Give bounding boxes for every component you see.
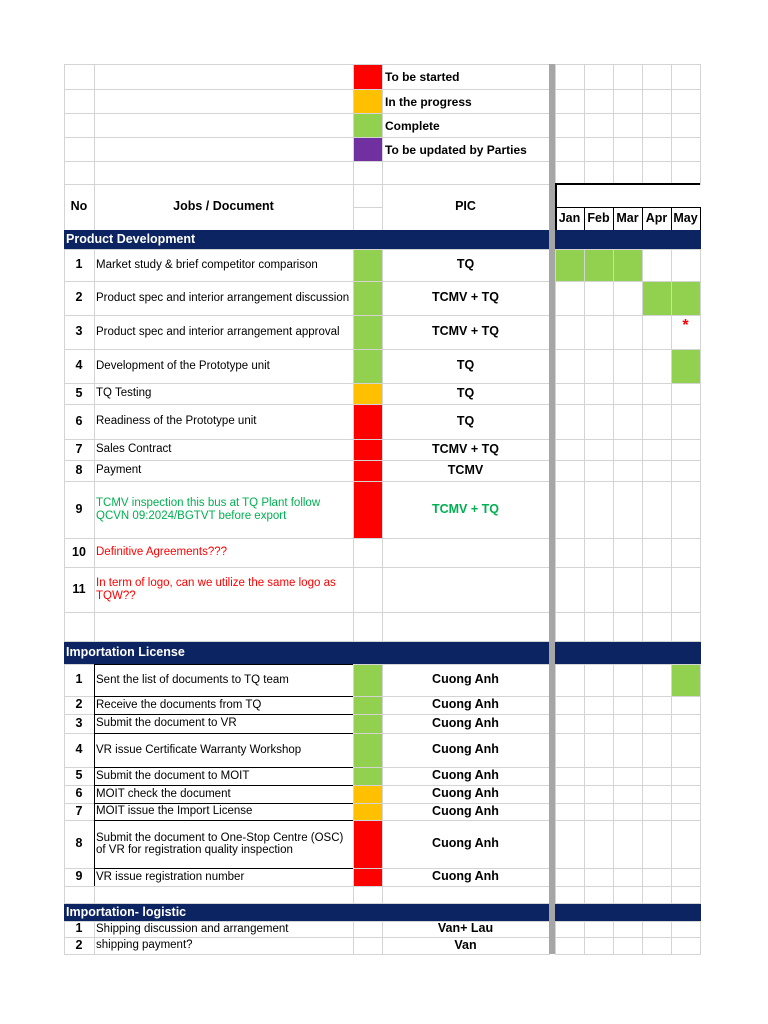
section-header-cell <box>613 641 643 665</box>
grid-cell <box>584 785 614 804</box>
grid-cell <box>555 820 585 869</box>
row-number: 2 <box>75 697 83 712</box>
pic-name: Cuong Anh <box>432 715 499 730</box>
grid-cell <box>671 868 701 887</box>
row-number: 7 <box>75 803 83 818</box>
grid-cell <box>382 612 550 642</box>
row-number: 11 <box>72 581 86 596</box>
pic-name: TQ <box>456 358 475 373</box>
section-header-cell <box>584 230 614 250</box>
grid-cell <box>642 439 672 461</box>
grid-cell <box>671 733 701 768</box>
row-number: 2 <box>75 290 83 305</box>
grid-cell <box>584 696 614 715</box>
grid-cell <box>671 820 701 869</box>
status-swatch-in-progress <box>353 383 383 405</box>
grid-cell <box>671 921 701 938</box>
grid-cell <box>613 820 643 869</box>
row-number: 6 <box>75 413 83 428</box>
status-swatch-complete <box>353 733 383 768</box>
job-description: Submit the document to One-Stop Centre (OSC) of VR for registration quality inspection <box>96 831 344 856</box>
grid-cell <box>613 404 643 440</box>
section-header-cell <box>584 641 614 665</box>
pic-name: TCMV + TQ <box>431 441 500 456</box>
grid-cell <box>642 612 672 642</box>
status-swatch-complete <box>353 767 383 786</box>
month-header-jan: Jan <box>558 210 581 225</box>
pic-name: Cuong Anh <box>432 803 499 818</box>
grid-cell <box>642 249 672 282</box>
column-header-job: Jobs / Document <box>173 199 274 214</box>
grid-cell <box>584 803 614 821</box>
month-header-may: May <box>673 210 698 225</box>
grid-cell <box>671 886 701 904</box>
grid-cell <box>382 161 550 185</box>
section-header: Importation- logistic <box>64 903 555 921</box>
grid-cell <box>642 161 672 185</box>
grid-cell <box>584 714 614 734</box>
grid-cell <box>613 137 643 162</box>
grid-cell <box>642 383 672 405</box>
grid-cell <box>671 785 701 804</box>
grid-cell <box>555 937 585 955</box>
legend-label: In the progress <box>385 94 472 109</box>
grid-cell <box>555 733 585 768</box>
grid-cell <box>642 767 672 786</box>
grid-cell <box>555 481 585 539</box>
grid-cell <box>642 137 672 162</box>
pic-name: TCMV + TQ <box>431 501 500 516</box>
grid-cell <box>671 64 701 90</box>
job-description: Shipping discussion and arrangement <box>96 922 289 935</box>
grid-cell <box>613 612 643 642</box>
month-header-feb: Feb <box>587 210 610 225</box>
grid-cell <box>584 89 614 114</box>
grid-cell <box>555 89 585 114</box>
legend-label: To be updated by Parties <box>385 142 527 157</box>
grid-cell <box>94 612 354 642</box>
row-number: 4 <box>75 358 83 373</box>
job-description: Sent the list of documents to TQ team <box>96 673 289 686</box>
grid-cell <box>671 767 701 786</box>
grid-cell <box>642 820 672 869</box>
grid-cell <box>584 404 614 440</box>
grid-cell <box>642 567 672 613</box>
grid-cell <box>353 538 383 568</box>
grid-cell <box>353 886 383 904</box>
section-header-cell <box>671 230 701 250</box>
section-header-cell <box>671 903 701 922</box>
grid-cell <box>642 538 672 568</box>
grid-cell <box>671 696 701 715</box>
grid-cell <box>555 349 585 384</box>
row-number: 1 <box>75 672 83 687</box>
grid-cell <box>555 460 585 482</box>
job-description: Payment <box>96 464 142 477</box>
status-swatch-complete <box>353 696 383 715</box>
grid-cell <box>64 113 95 138</box>
grid-cell <box>671 137 701 162</box>
legend-swatch <box>353 113 383 138</box>
column-header-no: No <box>70 199 88 214</box>
asterisk-marker: * <box>682 316 689 334</box>
grid-cell <box>613 538 643 568</box>
grid-cell <box>613 383 643 405</box>
gantt-bar <box>584 249 614 282</box>
grid-cell <box>671 481 701 539</box>
grid-cell <box>613 567 643 613</box>
section-header-cell <box>613 903 643 922</box>
grid-cell <box>671 383 701 405</box>
grid-cell <box>555 696 585 715</box>
grid-cell <box>555 612 585 642</box>
grid-cell <box>671 714 701 734</box>
section-header: Importation License <box>64 641 555 664</box>
job-description: Sales Contract <box>96 443 172 456</box>
grid-cell <box>613 868 643 887</box>
status-swatch-in-progress <box>353 785 383 804</box>
grid-cell <box>555 921 585 938</box>
job-description: Product spec and interior arrangement discussion <box>96 291 350 304</box>
gantt-bar <box>671 281 701 316</box>
grid-cell <box>555 404 585 440</box>
status-swatch-to-be-started <box>353 481 383 539</box>
pic-name: Cuong Anh <box>432 742 499 757</box>
status-swatch-complete <box>353 281 383 316</box>
grid-cell <box>382 538 550 568</box>
section-header-cell <box>642 903 672 922</box>
grid-cell <box>642 64 672 90</box>
section-header-cell <box>642 641 672 665</box>
grid-cell <box>555 281 585 316</box>
month-header-apr: Apr <box>645 210 668 225</box>
grid-cell <box>671 612 701 642</box>
grid-cell <box>642 921 672 938</box>
month-header-mar: Mar <box>616 210 639 225</box>
grid-cell <box>613 921 643 938</box>
grid-cell <box>555 664 585 697</box>
grid-cell <box>642 404 672 440</box>
grid-cell <box>613 696 643 715</box>
header-cell <box>353 207 383 231</box>
job-description: VR issue registration number <box>96 870 245 883</box>
grid-cell <box>94 89 354 114</box>
grid-cell <box>584 868 614 887</box>
grid-cell <box>64 89 95 114</box>
grid-cell <box>613 664 643 697</box>
row-number: 4 <box>75 742 83 757</box>
pic-name: Cuong Anh <box>432 869 499 884</box>
gantt-bar <box>555 249 585 282</box>
row-number: 2 <box>75 937 83 952</box>
job-description: In term of logo, can we utilize the same logo as TQW?? <box>96 577 336 602</box>
pic-name: Van <box>454 937 477 952</box>
grid-cell <box>642 113 672 138</box>
grid-cell <box>642 868 672 887</box>
job-description: TCMV inspection this bus at TQ Plant follow QCVN 09:2024/BGTVT before export <box>96 497 321 522</box>
section-header-cell <box>555 903 585 922</box>
job-description: MOIT check the document <box>96 787 231 800</box>
grid-cell <box>555 315 585 350</box>
pic-name: Van+ Lau <box>437 921 494 936</box>
row-number: 3 <box>75 324 83 339</box>
grid-cell <box>613 785 643 804</box>
status-swatch-to-be-started <box>353 868 383 887</box>
row-number: 5 <box>75 768 83 783</box>
pic-name: TQ <box>456 385 475 400</box>
grid-cell <box>671 937 701 955</box>
pic-name: Cuong Anh <box>432 672 499 687</box>
grid-cell <box>555 538 585 568</box>
job-description: MOIT issue the Import License <box>96 805 253 818</box>
job-description: Receive the documents from TQ <box>96 698 262 711</box>
legend-swatch <box>353 137 383 162</box>
grid-cell <box>613 89 643 114</box>
grid-cell <box>613 161 643 185</box>
grid-cell <box>613 714 643 734</box>
grid-cell <box>613 767 643 786</box>
grid-cell <box>584 481 614 539</box>
grid-cell <box>671 249 701 282</box>
legend-label: To be started <box>385 70 460 85</box>
gantt-bar <box>642 281 672 316</box>
grid-cell <box>671 161 701 185</box>
status-swatch-in-progress <box>353 803 383 821</box>
status-swatch-to-be-started <box>353 404 383 440</box>
grid-cell <box>555 161 585 185</box>
pic-name: TCMV + TQ <box>431 290 500 305</box>
grid-cell <box>613 886 643 904</box>
grid-cell <box>555 567 585 613</box>
pic-name: Cuong Anh <box>432 697 499 712</box>
status-swatch-to-be-started <box>353 460 383 482</box>
grid-cell <box>584 664 614 697</box>
grid-cell <box>555 868 585 887</box>
legend-swatch <box>353 89 383 114</box>
job-description: TQ Testing <box>96 387 152 400</box>
grid-cell <box>64 161 95 185</box>
grid-cell <box>642 696 672 715</box>
grid-cell <box>613 803 643 821</box>
grid-cell <box>353 921 383 938</box>
separator-column <box>549 64 555 954</box>
job-description: shipping payment? <box>96 939 193 952</box>
grid-cell <box>64 612 95 642</box>
grid-cell <box>613 315 643 350</box>
status-swatch-complete <box>353 315 383 350</box>
job-description: Submit the document to VR <box>96 717 237 730</box>
grid-cell <box>555 803 585 821</box>
section-header-cell <box>642 230 672 250</box>
grid-cell <box>584 113 614 138</box>
grid-cell <box>613 113 643 138</box>
grid-cell <box>353 612 383 642</box>
section-header-cell <box>671 641 701 665</box>
pic-name: TCMV <box>447 462 484 477</box>
section-header-cell <box>555 641 585 665</box>
status-swatch-complete <box>353 249 383 282</box>
grid-cell <box>642 460 672 482</box>
status-swatch-complete <box>353 664 383 697</box>
grid-cell <box>613 733 643 768</box>
grid-cell <box>671 404 701 440</box>
grid-cell <box>382 567 550 613</box>
legend-swatch <box>353 64 383 90</box>
grid-cell <box>584 64 614 90</box>
grid-cell <box>642 803 672 821</box>
grid-cell <box>642 886 672 904</box>
grid-cell <box>584 937 614 955</box>
grid-cell <box>353 937 383 955</box>
grid-cell <box>642 664 672 697</box>
grid-cell <box>94 161 354 185</box>
gantt-top-border <box>555 183 700 185</box>
grid-cell <box>584 921 614 938</box>
grid-cell <box>353 567 383 613</box>
grid-cell <box>584 349 614 384</box>
grid-cell <box>94 113 354 138</box>
grid-cell <box>555 64 585 90</box>
grid-cell <box>613 281 643 316</box>
pic-name: TQ <box>456 413 475 428</box>
grid-cell <box>584 733 614 768</box>
grid-cell <box>642 785 672 804</box>
row-number: 10 <box>72 544 86 559</box>
grid-cell <box>584 315 614 350</box>
row-number: 8 <box>75 462 83 477</box>
pic-name: Cuong Anh <box>432 836 499 851</box>
row-number: 1 <box>75 257 83 272</box>
grid-cell <box>555 886 585 904</box>
grid-cell <box>613 64 643 90</box>
job-description: Product spec and interior arrangement approval <box>96 325 340 338</box>
grid-cell <box>671 538 701 568</box>
grid-cell <box>642 349 672 384</box>
grid-cell <box>671 460 701 482</box>
grid-cell <box>642 89 672 114</box>
grid-cell <box>584 820 614 869</box>
grid-cell <box>584 383 614 405</box>
pic-name: Cuong Anh <box>432 786 499 801</box>
grid-cell <box>584 161 614 185</box>
section-header: Product Development <box>64 230 555 249</box>
status-swatch-to-be-started <box>353 439 383 461</box>
gantt-bar <box>613 249 643 282</box>
grid-cell <box>64 886 95 904</box>
grid-cell <box>584 567 614 613</box>
grid-cell <box>94 64 354 90</box>
grid-cell <box>584 281 614 316</box>
grid-cell <box>94 886 354 904</box>
pic-name: Cuong Anh <box>432 768 499 783</box>
grid-cell <box>671 89 701 114</box>
section-header-cell <box>613 230 643 250</box>
grid-cell <box>555 439 585 461</box>
row-number: 1 <box>75 921 83 936</box>
grid-cell <box>584 886 614 904</box>
section-header-cell <box>584 903 614 922</box>
grid-cell <box>584 137 614 162</box>
row-number: 7 <box>75 441 83 456</box>
row-number: 6 <box>75 786 83 801</box>
job-description: Readiness of the Prototype unit <box>96 415 257 428</box>
grid-cell <box>555 785 585 804</box>
row-number: 3 <box>75 715 83 730</box>
grid-cell <box>584 460 614 482</box>
status-swatch-complete <box>353 349 383 384</box>
grid-cell <box>642 733 672 768</box>
grid-cell <box>613 937 643 955</box>
grid-cell <box>64 64 95 90</box>
job-description: Definitive Agreements??? <box>96 546 228 559</box>
column-header-pic: PIC <box>455 199 476 214</box>
row-number: 9 <box>75 869 83 884</box>
grid-cell <box>555 714 585 734</box>
grid-cell <box>642 937 672 955</box>
gantt-bar <box>671 349 701 384</box>
grid-cell <box>555 137 585 162</box>
row-number: 9 <box>75 501 83 516</box>
grid-cell <box>671 113 701 138</box>
grid-cell <box>555 113 585 138</box>
header-cell <box>353 184 383 208</box>
grid-cell <box>613 460 643 482</box>
job-description: VR issue Certificate Warranty Workshop <box>96 743 302 756</box>
pic-name: TQ <box>456 257 475 272</box>
status-swatch-complete <box>353 714 383 734</box>
job-description: Development of the Prototype unit <box>96 359 270 372</box>
grid-cell <box>613 349 643 384</box>
grid-cell <box>584 767 614 786</box>
grid-cell <box>584 612 614 642</box>
gantt-bar <box>671 664 701 697</box>
job-description: Market study & brief competitor comparison <box>96 258 318 271</box>
row-number: 8 <box>75 836 83 851</box>
grid-cell <box>382 886 550 904</box>
grid-cell <box>584 439 614 461</box>
grid-cell <box>642 315 672 350</box>
grid-cell <box>671 567 701 613</box>
grid-cell <box>671 803 701 821</box>
section-header-cell <box>555 230 585 250</box>
grid-cell <box>64 137 95 162</box>
grid-cell <box>642 714 672 734</box>
grid-cell <box>642 481 672 539</box>
legend-label: Complete <box>385 118 440 133</box>
grid-cell <box>555 383 585 405</box>
grid-cell <box>584 538 614 568</box>
grid-cell <box>353 161 383 185</box>
grid-cell <box>613 481 643 539</box>
pic-name: TCMV + TQ <box>431 324 500 339</box>
grid-cell <box>671 439 701 461</box>
row-number: 5 <box>75 385 83 400</box>
grid-cell <box>94 137 354 162</box>
job-description: Submit the document to MOIT <box>96 769 250 782</box>
grid-cell <box>555 767 585 786</box>
grid-cell <box>613 439 643 461</box>
status-swatch-to-be-started <box>353 820 383 869</box>
